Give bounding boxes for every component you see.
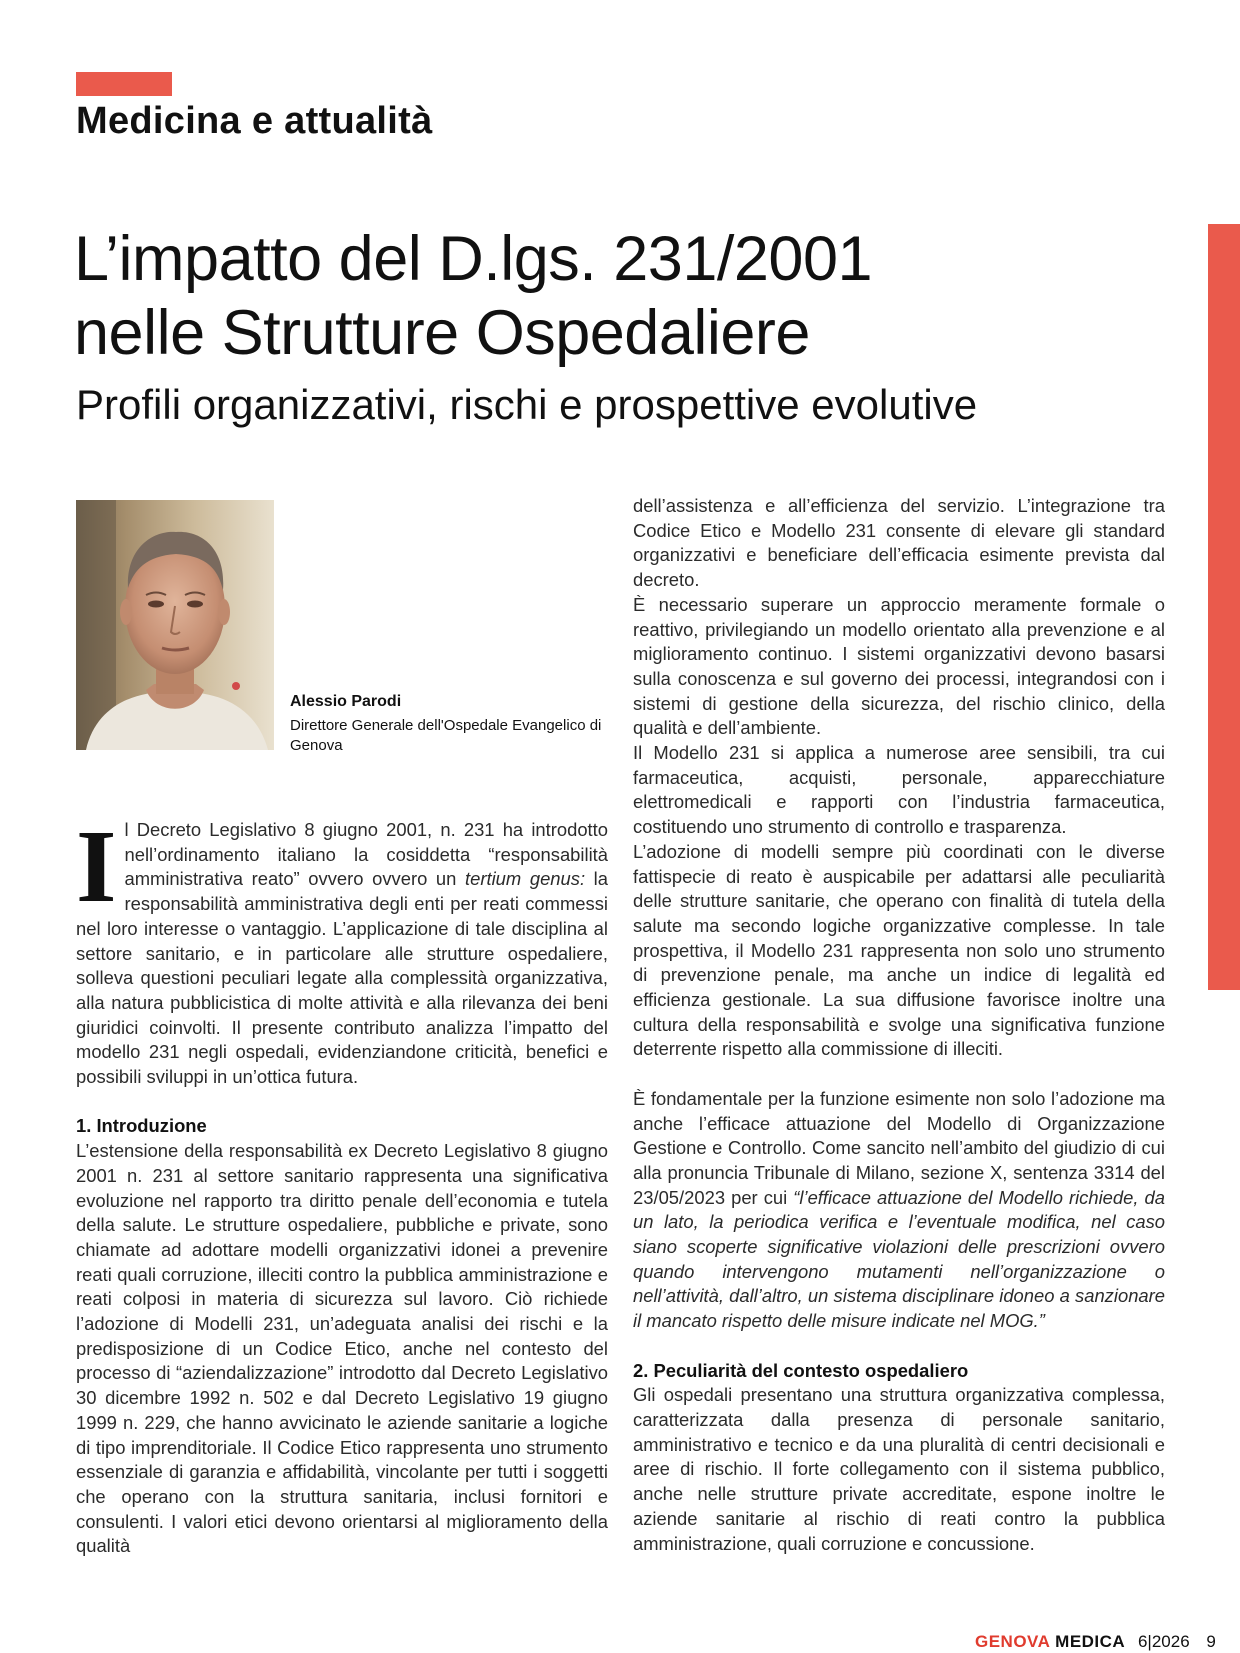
intro-text-a: l Decreto Legislativo 8 giugno 2001, n. 231 ha introdotto nell’ordinamento italiano la cosiddetta “responsabilità amministrativa reato” ovvero ovvero un xyxy=(124,819,608,890)
intro-text-b: la responsabilità amministrativa degli enti per reati commessi nel loro interesse o vantaggio. L’applicazione di tale disciplina al settore sanitario, e in particolare alle strutture ospedaliere, solleva questioni peculiari legate alla complessità organizzativa, alla natura pubblicistica di molte attività e alla rilevanza dei beni giuridici coinvolti. Il presente contributo analizza l’impatto del modello 231 negli ospedali, evidenziandone criticità, benefici e possibili sviluppi in un’ottica futura. xyxy=(76,868,608,1088)
paragraph-peculiarita: Gli ospedali presentano una struttura organizzativa complessa, caratterizzata dalla presenza di personale sanitario, amministrativo e tecnico e da una pluralità di centri decisionali e aree di rischio. Il forte collegamento con il sistema pubblico, anche nelle strutture private accreditate, espone inoltre le aziende sanitarie al rischio di reati contro la pubblica amministrazione, quali corruzione e concussione. xyxy=(633,1384,1165,1554)
page-number: 9 xyxy=(1206,1632,1216,1651)
paragraph-esimente xyxy=(633,1087,1165,1334)
article-column-left xyxy=(76,809,608,1559)
court-quote: “l’efficace attuazione del Modello richiede, da un lato, la periodica verifica e l’eventuale modifica, nel caso siano scoperte significative violazioni delle prescrizioni ovvero quando intervengono mutamenti nell’organizzazione o nell’attività, dall’altro, un sistema disciplinare idoneo a sanzionare il mancato rispetto delle misure indicate nel MOG.” xyxy=(633,1186,1165,1332)
intro-paragraph xyxy=(76,809,608,1090)
magazine-name-medica: MEDICA xyxy=(1055,1632,1126,1651)
magazine-name-genova: GENOVA xyxy=(975,1632,1051,1651)
author-name: Alessio Parodi xyxy=(290,693,402,710)
article-column-right xyxy=(633,494,1165,1556)
heading-peculiarita: 2. Peculiarità del contesto ospedaliero xyxy=(633,1359,969,1381)
article-title xyxy=(74,222,1174,370)
heading-introduzione: 1. Introduzione xyxy=(76,1115,207,1137)
author-photo xyxy=(76,500,274,750)
intro-text-italic: tertium genus: xyxy=(465,868,586,890)
section-accent-bar xyxy=(76,72,172,96)
section-label: Medicina e attualità xyxy=(76,100,433,142)
article-subtitle: Profili organizzativi, rischi e prospettive evolutive xyxy=(76,381,978,428)
paragraph-introduzione: L’estensione della responsabilità ex Decreto Legislativo 8 giugno 2001 n. 231 al settore sanitario rappresenta una significativa evoluzione nel rapporto tra diritto penale dell’economia e tutela della salute. Le strutture ospedaliere, pubbliche e private, sono chiamate ad adottare modelli organizzativi idonei a prevenire reati quali corruzione, illeciti contro la pubblica amministrazione e reati colposi in materia di sicurezza sul lavoro. Ciò richiede l’adozione di Modelli 231, un’adeguata analisi dei rischi e la predisposizione di un Codice Etico, anche nel contesto del processo di “aziendalizzazione” introdotto dal Decreto Legislativo 30 dicembre 1992 n. 502 e dal Decreto Legislativo 19 giugno 1999 n. 229, che hanno avvicinato le aziende sanitarie a logiche di tipo imprenditoriale. Il Codice Etico rappresenta uno strumento essenziale di garanzia e affidabilità, vincolante per tutti i soggetti che operano con la struttura sanitaria, inclusi fornitori e consulenti. I valori etici devono orientarsi al miglioramento della qualità xyxy=(76,1140,608,1557)
title-line-1: L’impatto del D.lgs. 231/2001 xyxy=(74,224,873,294)
paragraph-aree-sensibili: Il Modello 231 si applica a numerose aree sensibili, tra cui farmaceutica, acquisti, personale, apparecchiature elettromedicali e rapporti con l’industria farmaceutica, costituendo uno strumento di controllo e trasparenza. xyxy=(633,742,1165,838)
issue-number: 6|2026 xyxy=(1137,1632,1190,1651)
title-line-2: nelle Strutture Ospedaliere xyxy=(74,298,810,368)
paragraph-continuation: dell’assistenza e all’efficienza del servizio. L’integrazione tra Codice Etico e Modello 231 consente di elevare gli standard organizzativi e beneficiare dell’efficacia esimente prevista dal decreto. xyxy=(633,495,1165,591)
side-accent-bar xyxy=(1208,224,1240,990)
paragraph-approccio: È necessario superare un approccio meramente formale o reattivo, privilegiando un modello orientato alla prevenzione e al miglioramento continuo. I sistemi organizzativi devono basarsi sulla conoscenza e sul governo dei processi, integrandosi con i sistemi di gestione della sicurezza, del rischio clinico, della qualità e dell’ambiente. xyxy=(633,593,1165,739)
page-footer xyxy=(975,1632,1216,1652)
paragraph-modelli-coordinati: L’adozione di modelli sempre più coordinati con le diverse fattispecie di reato è auspicabile per adattarsi alle peculiarità delle strutture sanitarie, che operano con finalità di tutela della salute ma secondo logiche organizzative complesse. In tale prospettiva, il Modello 231 rappresenta non solo uno strumento di prevenzione penale, ma anche un indice di legalità ed efficienza gestionale. La sua diffusione favorisce inoltre una cultura della responsabilità e svolge una significativa funzione deterrente rispetto alla commissione di illeciti. xyxy=(633,840,1165,1060)
paragraph-esimente-text: È fondamentale per la funzione esimente non solo l’adozione ma anche l’efficace attuazione del Modello di Organizzazione Gestione e Controllo. Come sancito nell’ambito del giudizio di cui alla pronuncia Tribunale di Milano, sezione X, sentenza 3314 del 23/05/2023 per cui xyxy=(633,1087,1165,1208)
author-role: Direttore Generale dell'Ospedale Evangelico di Genova xyxy=(290,717,602,754)
dropcap: I xyxy=(76,809,117,924)
